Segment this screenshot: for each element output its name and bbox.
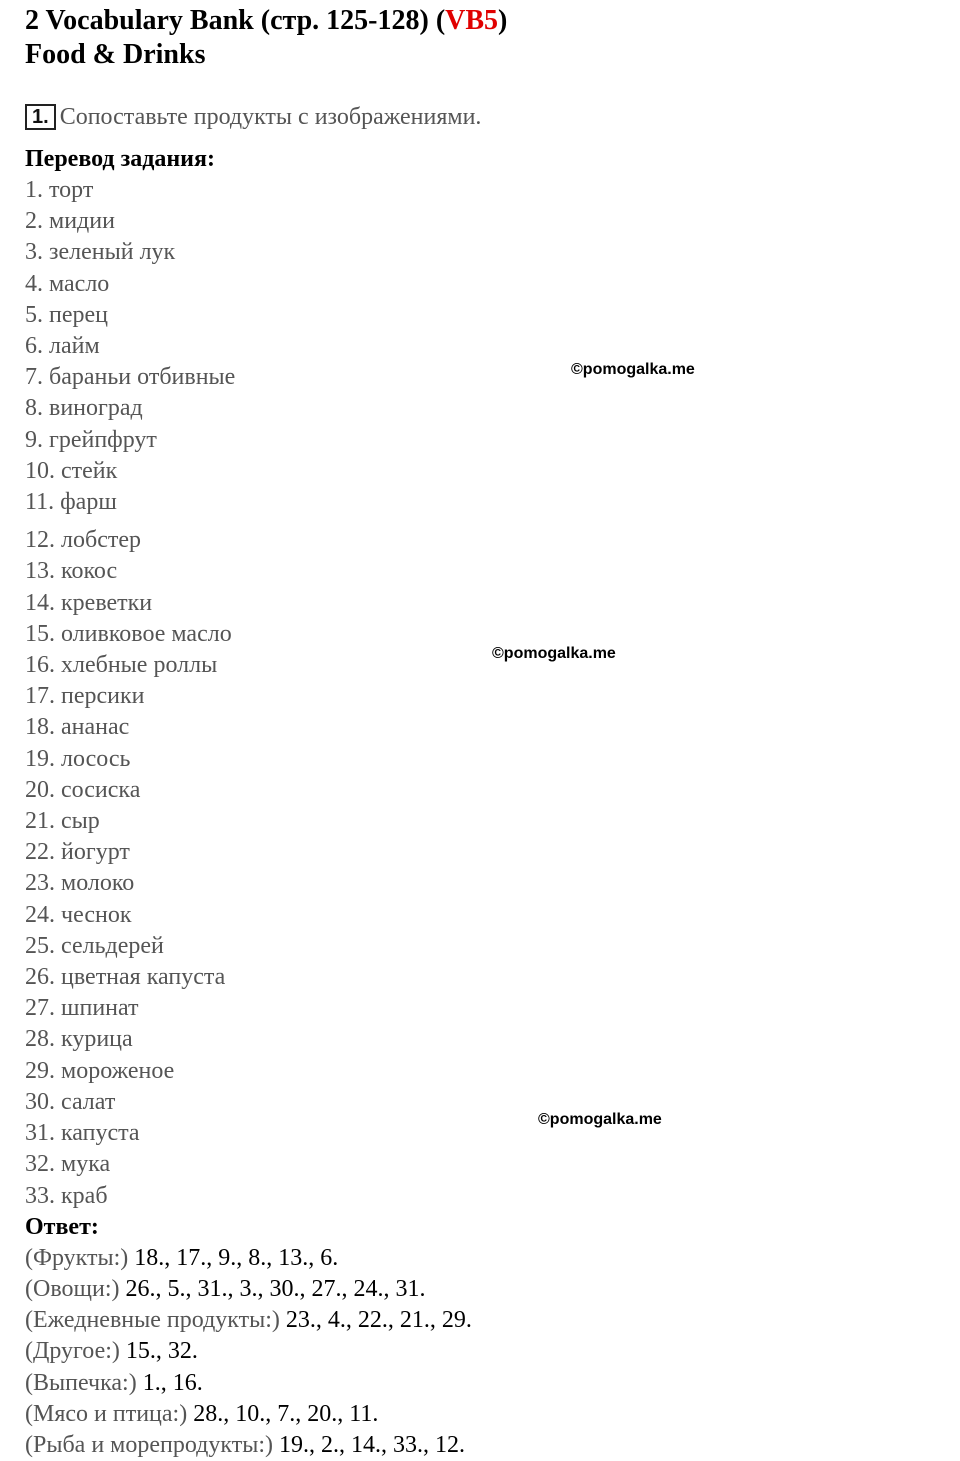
answer-category: (Мясо и птица:) — [25, 1400, 188, 1427]
list-item: 27. шпинат — [25, 995, 139, 1022]
list-item: 15. оливковое масло — [25, 620, 232, 647]
watermark: ©pomogalka.me — [538, 1111, 662, 1128]
list-item: 28. курица — [25, 1026, 133, 1053]
answer-numbers: 28., 10., 7., 20., 11. — [193, 1400, 379, 1427]
list-item: 24. чеснок — [25, 901, 132, 928]
answer-category: (Фрукты:) — [25, 1244, 129, 1271]
title-suffix: ) — [498, 5, 508, 36]
list-item: 16. хлебные роллы — [25, 652, 218, 679]
answer-numbers: 1., 16. — [142, 1369, 203, 1396]
list-item: 4. масло — [25, 270, 110, 297]
answer-row — [25, 1430, 935, 1461]
list-item: 29. мороженое — [25, 1057, 175, 1084]
list-item: 32. мука — [25, 1151, 111, 1178]
title-code: VB5 — [445, 5, 499, 36]
list-item: 14. креветки — [25, 589, 153, 616]
watermark: ©pomogalka.me — [571, 361, 695, 378]
answer-row — [25, 1305, 935, 1336]
list-item: 11. фарш — [25, 489, 117, 516]
list-item: 2. мидии — [25, 208, 115, 235]
document-page — [25, 0, 935, 1461]
list-item: 20. сосиска — [25, 776, 141, 803]
list-item: 1. торт — [25, 177, 94, 203]
answer-row — [25, 1399, 935, 1430]
list-item: 10. стейк — [25, 457, 118, 484]
answer-list — [25, 1243, 935, 1461]
translation-list — [25, 175, 935, 1212]
answer-category: (Овощи:) — [25, 1275, 120, 1302]
list-item: 30. салат — [25, 1088, 116, 1115]
task-line — [25, 102, 935, 132]
list-item: 23. молоко — [25, 870, 135, 897]
answer-row — [25, 1274, 935, 1305]
list-item: 8. виноград — [25, 395, 143, 422]
answer-category: (Выпечка:) — [25, 1369, 137, 1396]
answer-numbers: 15., 32. — [125, 1338, 198, 1365]
list-item: 3. зеленый лук — [25, 239, 176, 266]
list-item: 6. лайм — [25, 333, 100, 360]
page-title — [25, 4, 935, 38]
answer-numbers: 19., 2., 14., 33., 12. — [279, 1431, 465, 1458]
list-item: 22. йогурт — [25, 839, 130, 866]
list-item: 19. лосось — [25, 745, 131, 772]
answer-numbers: 26., 5., 31., 3., 30., 27., 24., 31. — [125, 1275, 426, 1302]
answer-row — [25, 1336, 935, 1367]
list-item: 5. перец — [25, 301, 108, 328]
task-text: Сопоставьте продукты с изображениями. — [59, 104, 482, 130]
list-item: 7. бараньи отбивные — [25, 364, 236, 391]
list-item: 26. цветная капуста — [25, 964, 226, 991]
list-item: 12. лобстер — [25, 527, 141, 554]
list-item: 25. сельдерей — [25, 932, 164, 959]
answer-row — [25, 1368, 935, 1399]
list-item: 21. сыр — [25, 808, 100, 835]
task-number-badge: 1. — [25, 104, 56, 130]
list-item: 31. капуста — [25, 1120, 140, 1147]
page-subtitle: Food & Drinks — [25, 39, 206, 70]
answer-category: (Рыба и морепродукты:) — [25, 1431, 273, 1458]
list-item: 18. ананас — [25, 714, 130, 741]
list-item: 13. кокос — [25, 558, 118, 585]
list-item: 17. персики — [25, 683, 145, 710]
answer-heading: Ответ: — [25, 1213, 99, 1240]
answer-category: (Другое:) — [25, 1338, 120, 1365]
watermark: ©pomogalka.me — [492, 645, 616, 662]
translation-heading: Перевод задания: — [25, 146, 215, 172]
answer-numbers: 23., 4., 22., 21., 29. — [285, 1307, 472, 1334]
answer-numbers: 18., 17., 9., 8., 13., 6. — [134, 1244, 339, 1271]
answer-category: (Ежедневные продукты:) — [25, 1307, 280, 1334]
answer-row — [25, 1243, 935, 1274]
list-item: 9. грейпфрут — [25, 426, 157, 453]
list-item: 33. краб — [25, 1182, 108, 1209]
title-prefix: 2 Vocabulary Bank (стр. 125-128) ( — [25, 5, 446, 36]
